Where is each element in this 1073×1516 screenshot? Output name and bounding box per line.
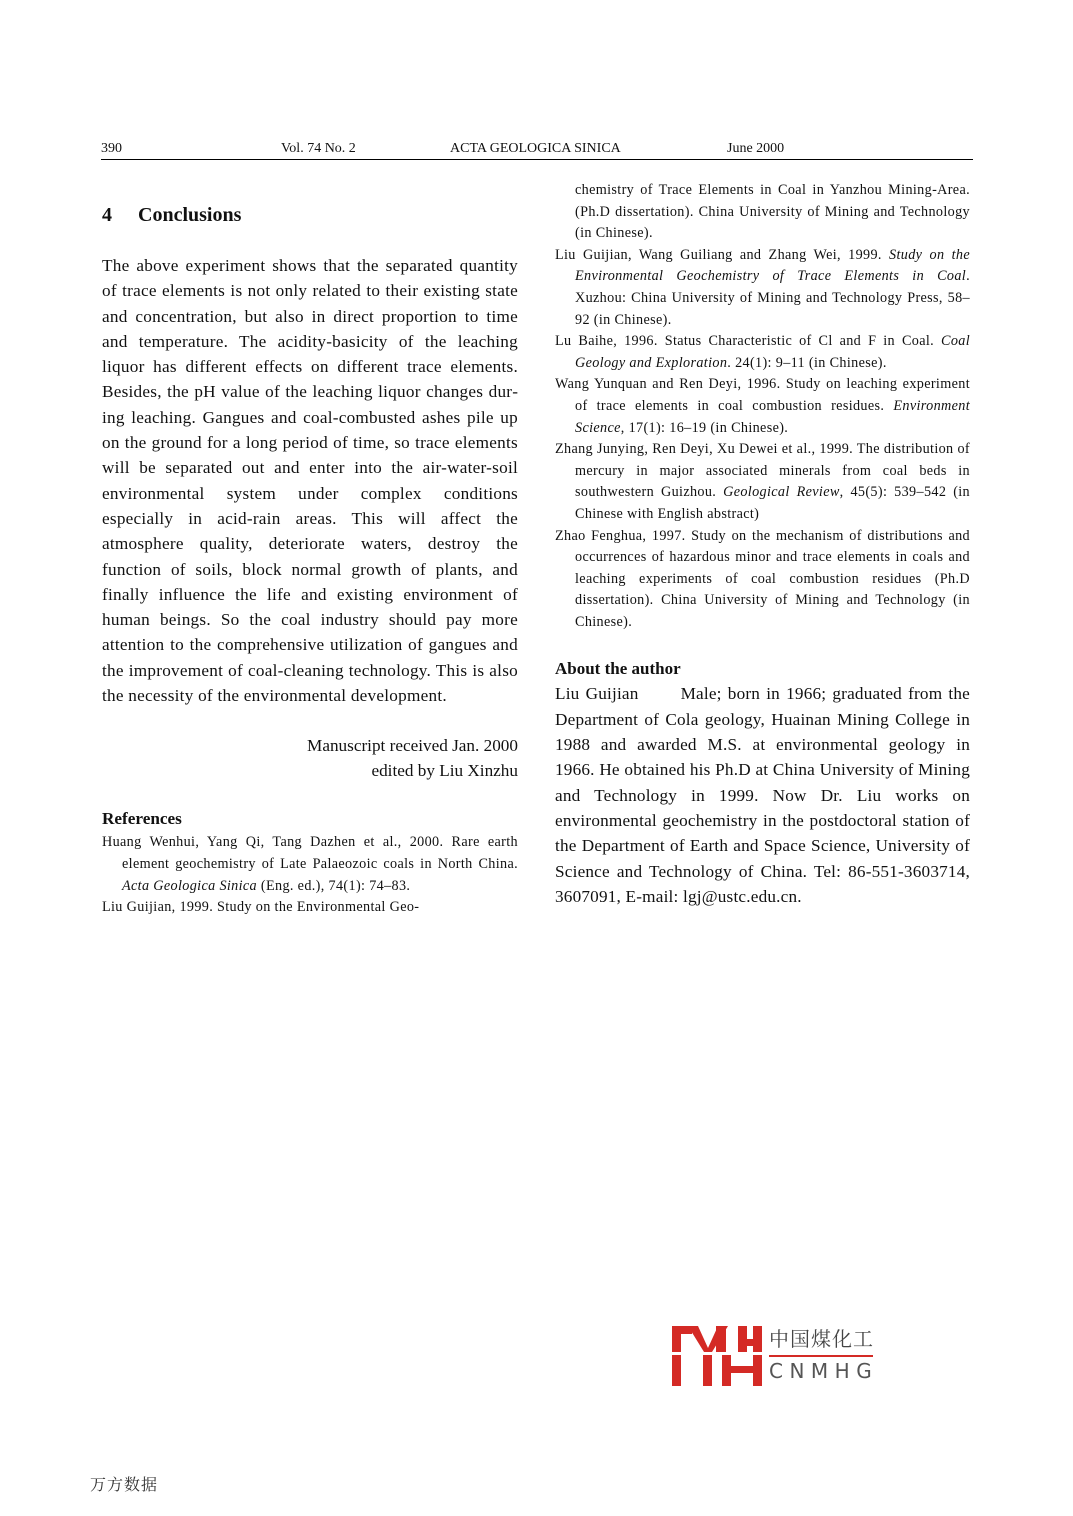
reference-text: Lu Baihe, 1996. Status Characteristic of Cl and F in Coal. [555,333,941,350]
logo-english-text: CNMHG [769,1359,879,1383]
running-header [101,140,973,160]
section-heading-conclusions [102,198,518,232]
watermark: 万方数据 [90,1475,159,1494]
reference-source: Coal Geology and Exploration [575,333,970,371]
reference-item [555,439,970,525]
right-column [555,180,970,909]
logo-divider [769,1355,873,1357]
reference-text: Zhao Fenghua, 1997. Study on the mechanism of distributions and occurrences of hazardous minor and trace elements in coals and leaching experiments of coal combustion residues (Ph.D dissertation). China University of Mining and Technology (in Chinese). [555,527,970,630]
logo-chinese-text: 中国煤化工 [769,1327,874,1351]
reference-item [102,897,518,919]
manuscript-info [102,734,518,783]
reference-item-continued [555,180,970,245]
section-title: Conclusions [138,204,242,226]
reference-source: Environment Science [575,397,970,436]
reference-details: , 45(5): 539–542 (in Chinese with English abstract) [575,484,971,522]
reference-item [102,832,518,897]
reference-source: Acta Geologica Sinica [122,877,258,894]
cnmhg-logo [672,1326,882,1388]
section-number: 4 [102,204,112,226]
author-bio-text: Male; born in 1966; graduated from the Department of Cola geology, Huainan Mining College in 1988 and awarded M.S. at environmental geology in 1966. He obtained his Ph.D at China University of Mining and Technology in 1999. Now Dr. Liu works on environmental geochemistry in the postdoctoral station of the Department of Earth and Space Science, University of Science and Technology of China. Tel: 86-551-3603714, 3607091, E-mail: lgj@ustc.edu.cn. [555,684,971,906]
reference-details: . 24(1): 9–11 (in Chinese). [727,354,887,371]
journal-name: ACTA GEOLOGICA SINICA [450,141,621,156]
reference-text: Huang Wenhui, Yang Qi, Tang Dazhen et al., 2000. Rare earth element geochemistry of Late Palaeozoic coals in North China. [102,834,518,872]
reference-text: Zhang Junying, Ren Deyi, Xu Dewei et al., 1999. The distribution of mercury in major associated minerals from coal beds in southwestern Guizhou. [555,441,970,501]
about-author-heading: About the author [555,659,681,679]
reference-source: Study on the Environmental Geochemistry of Trace Elements in Coal [575,246,971,285]
issue-date: June 2000 [727,141,785,156]
reference-item [555,245,970,331]
conclusions-paragraph: The above experiment shows that the separated quantity of trace elements is not only related to their existing state and concentration, but also in direct proportion to time and temperature. The acidity-basicity of the leaching liquor has different effects on different trace elements. Besides, the pH value of the leaching liquor changes during leaching. Gangues and coal-combusted ashes pile up on the ground for a long period of time, so trace elements will be separated out and enter into the air-water-soil environmental system under complex conditions especially in acid-rain areas. This will affect the atmosphere quality, deteriorate waters, destroy the function of soils, block normal growth of plants, and finally influence the life and existing environment of human beings. So the coal industry should pay more attention to the comprehensive utilization of gangues and the improvement of coal-cleaning technology. This is also the necessity of the environmental development. [102,256,518,706]
reference-text: Liu Guijian, Wang Guiliang and Zhang Wei, 1999. [555,246,890,263]
mh-logo-icon [672,1326,762,1386]
reference-details: . Xuzhou: China University of Mining and Technology Press, 58–92 (in Chinese). [575,268,970,328]
reference-text: Liu Guijian, 1999. Study on the Environmental Geo- [102,899,420,916]
reference-item [555,331,970,374]
reference-details: , 17(1): 16–19 (in Chinese). [620,419,789,436]
volume-issue: Vol. 74 No. 2 [281,141,356,156]
author-bio [555,681,970,909]
reference-text: Wang Yunquan and Ren Deyi, 1996. Study on leaching experiment of trace elements in coal combustion residues. [555,376,970,414]
manuscript-editor: edited by Liu Xinzhu [371,760,518,780]
reference-item [555,526,970,634]
reference-source: Geological Review [723,484,840,501]
page-number: 390 [101,141,122,156]
reference-item [555,374,970,439]
reference-text: chemistry of Trace Elements in Coal in Yanzhou Mining-Area. (Ph.D dissertation). China University of Mining and Technology (in Chinese). [575,182,970,242]
references-heading: References [102,809,182,829]
manuscript-received: Manuscript received Jan. 2000 [307,736,518,756]
left-column [102,198,518,919]
author-name: Liu Guijian [555,684,639,704]
reference-details: (Eng. ed.), 74(1): 74–83. [257,877,411,894]
